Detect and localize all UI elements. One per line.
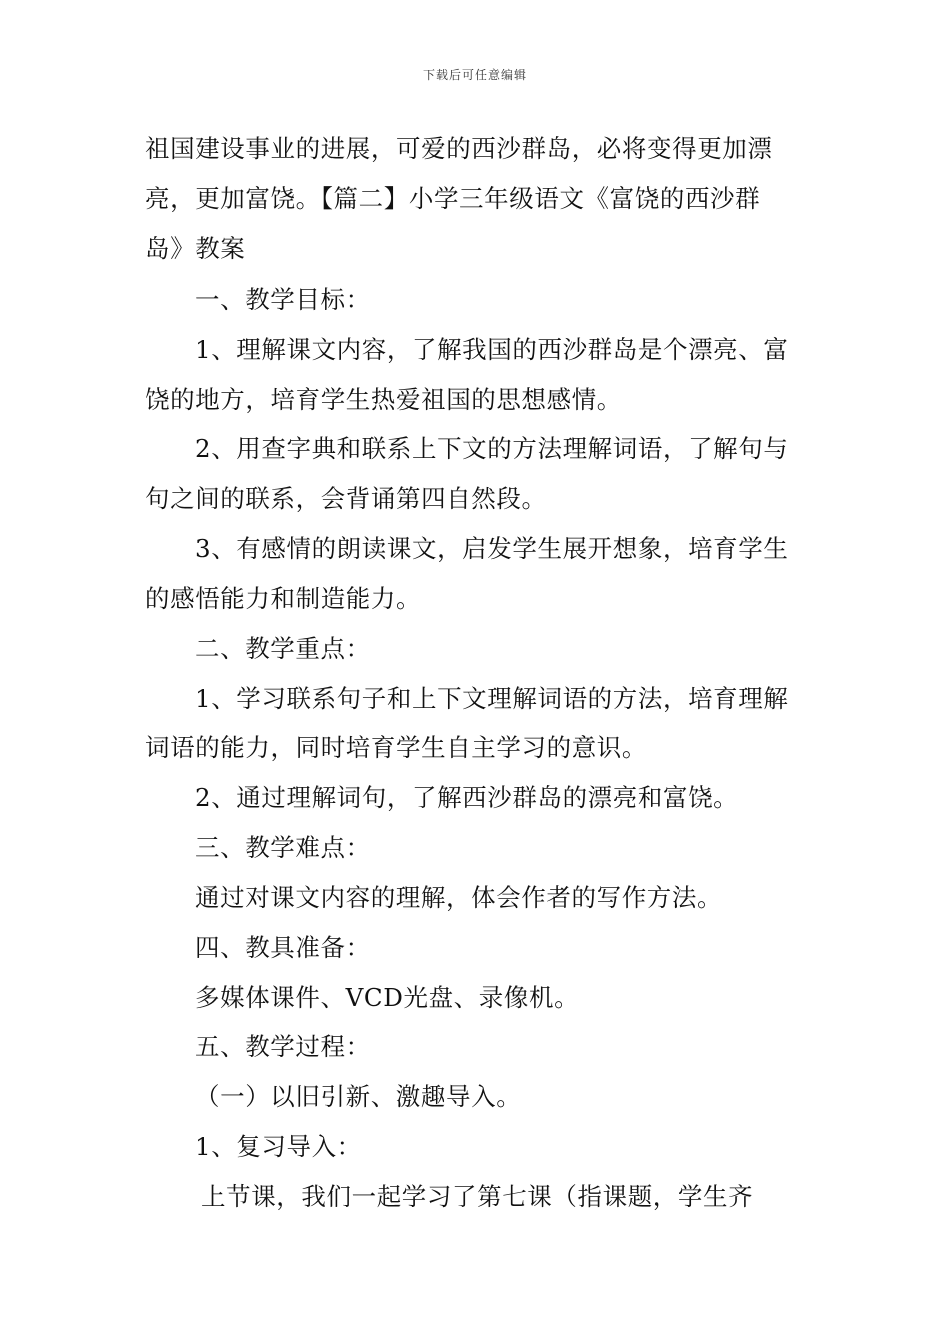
page-header: 下载后可任意编辑	[422, 68, 527, 82]
body-line: 上节课，我们一起学习了第七课（指课题，学生齐	[201, 1182, 754, 1211]
sub-heading: 1、复习导入：	[195, 1132, 362, 1161]
body-line: 祖国建设事业的进展，可爱的西沙群岛，必将变得更加漂	[145, 134, 773, 163]
body-line: 1、理解课文内容，了解我国的西沙群岛是个漂亮、富	[195, 335, 789, 364]
body-line: 多媒体课件、VCD光盘、录像机。	[195, 983, 580, 1012]
section-heading: 三、教学难点：	[195, 833, 371, 862]
section-heading: 四、教具准备：	[195, 933, 371, 962]
body-line: 2、通过理解词句，了解西沙群岛的漂亮和富饶。	[195, 783, 739, 812]
body-line: 的感悟能力和制造能力。	[145, 584, 422, 613]
section-heading: 二、教学重点：	[195, 634, 371, 663]
section-heading: 五、教学过程：	[195, 1032, 371, 1061]
body-line: 2、用查字典和联系上下文的方法理解词语，了解句与	[195, 434, 789, 463]
body-line: 1、学习联系句子和上下文理解词语的方法，培育理解	[195, 684, 789, 713]
body-line: 通过对课文内容的理解，体会作者的写作方法。	[195, 883, 723, 912]
body-line: 3、有感情的朗读课文，启发学生展开想象，培育学生	[195, 534, 789, 563]
sub-heading: （一）以旧引新、激趣导入。	[195, 1082, 522, 1111]
section-heading: 一、教学目标：	[195, 285, 371, 314]
body-line: 亮，更加富饶。【篇二】小学三年级语文《富饶的西沙群	[145, 184, 761, 213]
body-line: 饶的地方，培育学生热爱祖国的思想感情。	[145, 385, 622, 414]
body-line: 词语的能力，同时培育学生自主学习的意识。	[145, 733, 647, 762]
body-line: 句之间的联系，会背诵第四自然段。	[145, 484, 547, 513]
body-line: 岛》教案	[145, 234, 246, 263]
